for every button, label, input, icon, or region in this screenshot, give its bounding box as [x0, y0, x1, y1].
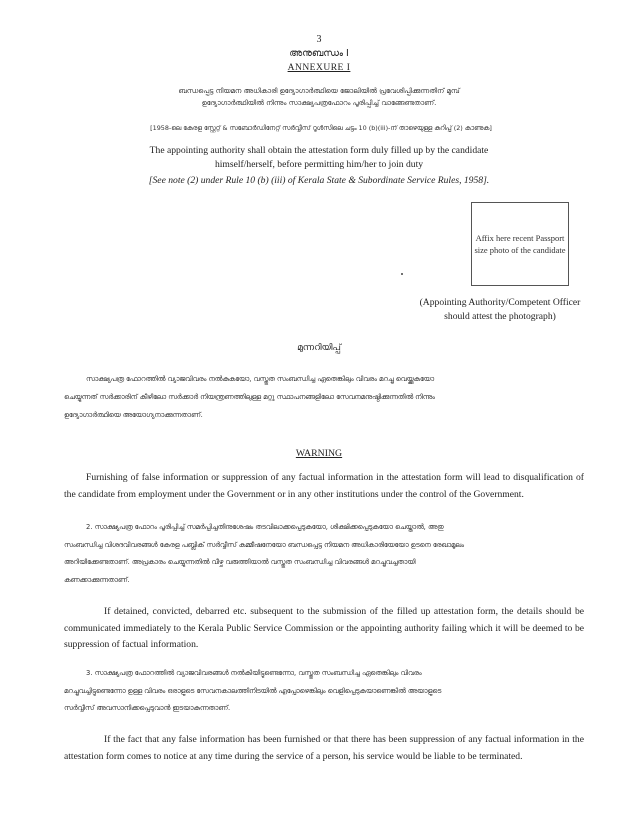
warning-ml-para-1-line-2: ചെയ്യുന്നത് സർക്കാരിന് കീഴിലോ സർക്കാർ നിയന്ത്രണത്തിലുള്ള മറ്റു സ്ഥാപനങ്ങളിലോ സേവനമനുഷ്ഠിക്കുന്നതിൽ നിന്നും [64, 393, 435, 401]
intro-ml [60, 85, 578, 109]
warning-heading-en: WARNING [295, 448, 343, 459]
warning-en-para-2: If detained, convicted, debarred etc. subsequent to the submission of the filled up attestation form, the details should be communicated immediately to the Kerala Public Service Commission or the appointing authority failing which it will be deemed to be suppression of factual information. [64, 606, 584, 650]
stray-dot [401, 273, 403, 275]
warning-ml-para-3-line-3: സർവ്വീസ് അവസാനിക്കപ്പെടുവാൻ ഇടയാകുന്നതാണ്. [64, 704, 231, 712]
warning-ml-para-1 [64, 370, 584, 424]
page-number: 3 [316, 34, 322, 45]
warning-ml-para-2-line-4: കണക്കാക്കുന്നതാണ്. [64, 575, 130, 584]
warning-ml-para-2-line-2: സംബന്ധിച്ച വിശദവിവരങ്ങൾ കേരള പബ്ലിക് സർവ്വീസ് കമ്മീഷനേയോ ബന്ധപ്പെട്ട നിയമന അധികാരിയേയോ ഉടനെ രേഖാമൂലം [64, 540, 464, 549]
photo-attest-note [400, 296, 600, 323]
intro-en-line-2: himself/herself, before permitting him/her to join duty [214, 158, 424, 170]
warning-ml-para-1-line-1: സാക്ഷ്യപത്ര ഫോറത്തിൽ വ്യാജവിവരം നൽകുകയോ, വസ്തുത സംബന്ധിച്ച ഏതെങ്കിലും വിവരം മറച്ചു വെയ്ക്കുകയോ [86, 375, 435, 383]
warning-ml-para-2 [64, 519, 584, 589]
rule-reference-ml: [1958-ലെ കേരള സ്റ്റേറ്റ് & സബോർഡിനേറ്റ് സർവ്വീസ് റൂൾസിലെ ചട്ടം 10 (b)(iii)-ന് താഴെയുള്ള കുറിപ്പ് (2) കാണുക] [150, 124, 492, 132]
photo-attest-line-2: should attest the photograph) [444, 310, 556, 322]
intro-en [60, 144, 578, 171]
warning-ml-para-3-line-2: മറച്ചുവച്ചിട്ടുണ്ടെന്നോ ഉള്ള വിവരം ഒരാളുടെ സേവനകാലത്തിനിടയിൽ എപ്പോഴെങ്കിലും വെളിപ്പെടുകയാണെങ്കിൽ അയാളുടെ [64, 686, 442, 695]
annexure-title-ml: അനുബന്ധം I [289, 48, 349, 59]
photo-attest-line-1: (Appointing Authority/Competent Officer [419, 297, 581, 308]
warning-ml-para-2-line-3: അറിയിക്കേണ്ടതാണ്. അപ്രകാരം ചെയ്യുന്നതിൽ വീഴ്ച വരുത്തിയാൽ വസ്തുത സംബന്ധിച്ച വിവരങ്ങൾ മറച്ചുവച്ചതായി [64, 558, 416, 566]
intro-ml-line-1: ബന്ധപ്പെട്ട നിയമന അധികാരി ഉദ്യോഗാർത്ഥിയെ ജോലിയിൽ പ്രവേശിപ്പിക്കുന്നതിന് മുമ്പ് [178, 87, 460, 95]
rule-reference-en: [See note (2) under Rule 10 (b) (iii) of Kerala State & Subordinate Service Rules, 1958]. [148, 175, 490, 186]
warning-heading-ml: മുന്നറിയിപ്പ് [297, 343, 341, 353]
intro-en-line-1: The appointing authority shall obtain the attestation form duly filled up by the candidate [149, 145, 489, 156]
photo-affix-box [471, 202, 569, 286]
warning-en-para-1: Furnishing of false information or suppression of any factual information in the attestation form will lead to disqualification of the candidate from employment under the Government or in any other institutions under the control of the Government. [64, 472, 584, 500]
annexure-title-en: ANNEXURE I [287, 63, 351, 73]
warning-ml-para-1-line-3: ഉദ്യോഗാർത്ഥിയെ അയോഗ്യനാക്കുന്നതാണ്. [64, 411, 203, 419]
warning-ml-para-3 [64, 665, 584, 718]
warning-ml-para-2-line-1: 2. സാക്ഷ്യപത്ര ഫോറം പൂരിപ്പിച്ച് സമർപ്പിച്ചതിനുശേഷം തടവിലാക്കപ്പെടുകയോ, ശിക്ഷിക്കപ്പെടുകയോ ചെയ്താൽ, അതു [86, 523, 444, 531]
warning-ml-para-3-line-1: 3. സാക്ഷ്യപത്ര ഫോറത്തിൽ വ്യാജവിവരങ്ങൾ നൽകിയിട്ടുണ്ടെന്നോ, വസ്തുത സംബന്ധിച്ച ഏതെങ്കിലും വിവരം [86, 669, 422, 677]
photo-box-text: Affix here recent Passport size photo of the candidate [474, 233, 566, 255]
warning-en-para-3: If the fact that any false information has been furnished or that there has been suppression of any factual information in the attestation form comes to notice at any time during the service of a person, his service would be liable to be terminated. [64, 734, 584, 762]
intro-ml-line-2: ഉദ്യോഗാർത്ഥിയിൽ നിന്നും സാക്ഷ്യപത്രഫോറം പൂരിപ്പിച്ച് വാങ്ങേണ്ടതാണ്. [201, 99, 437, 107]
